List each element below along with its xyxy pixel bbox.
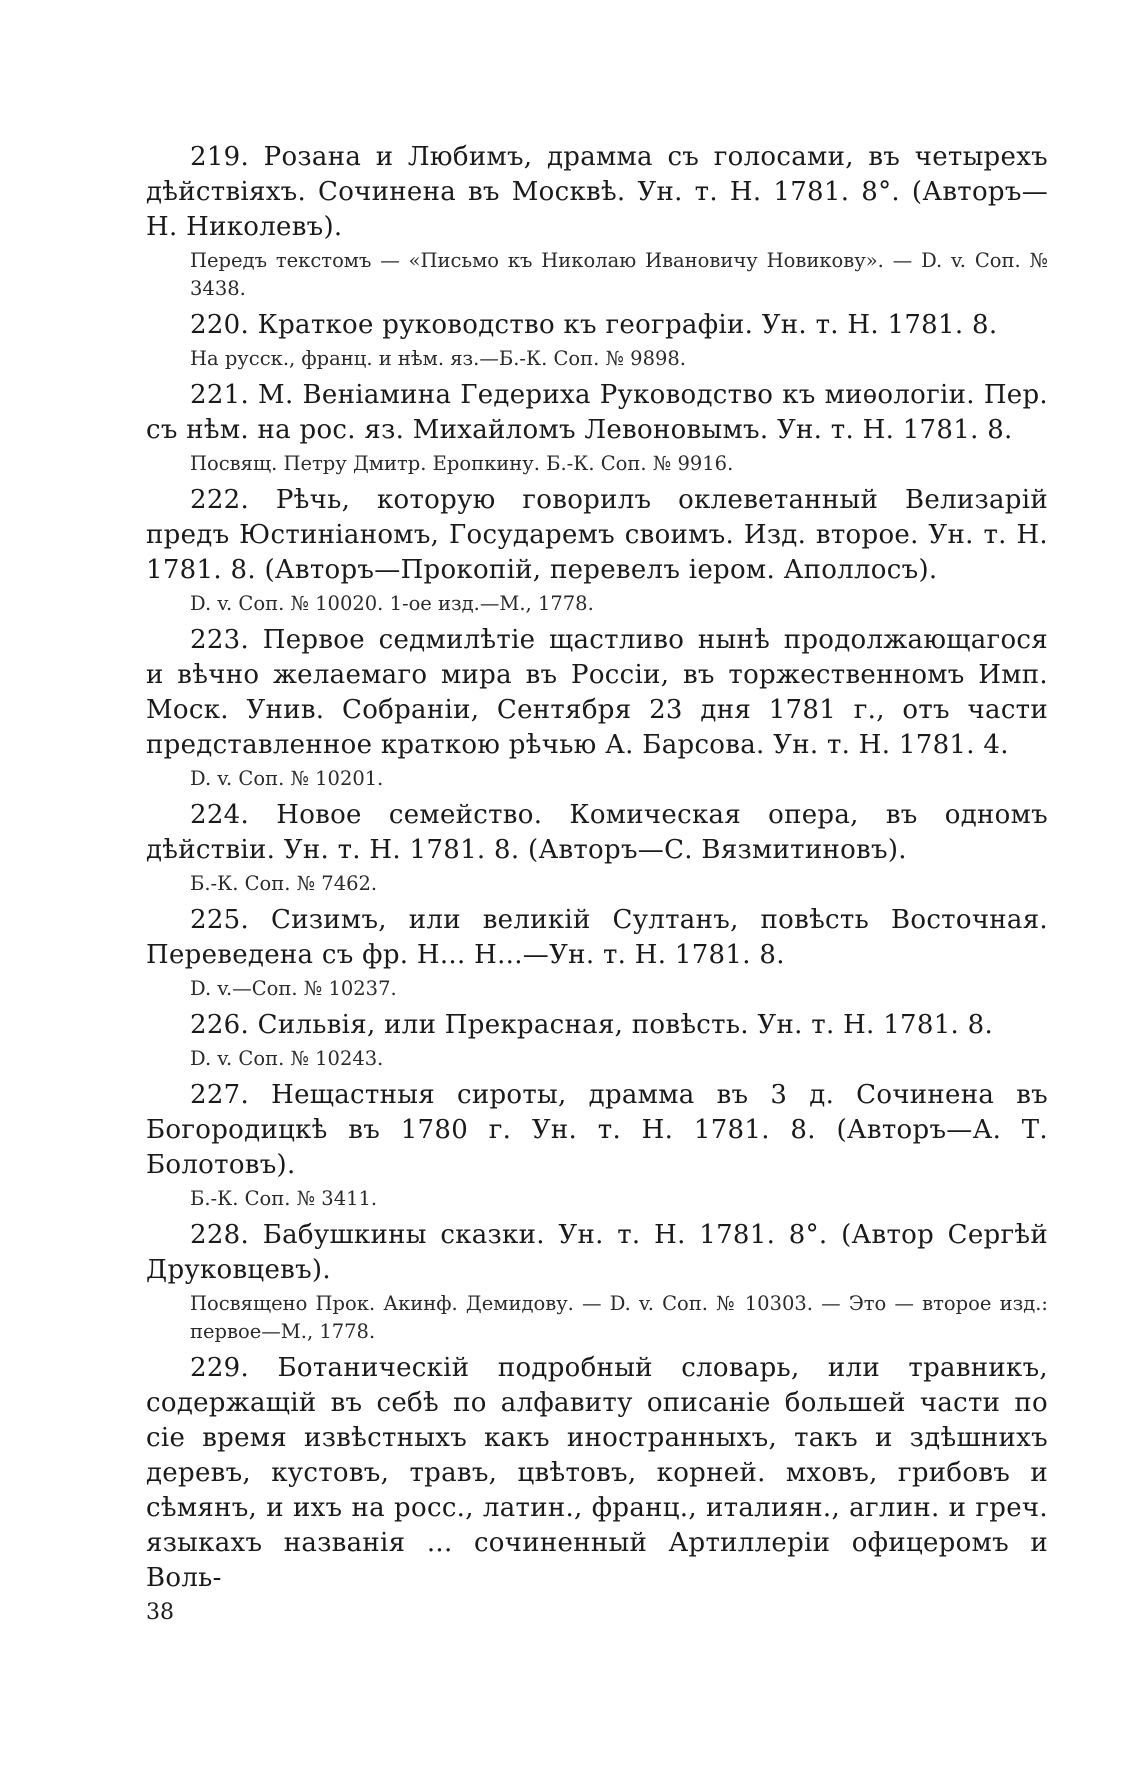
entry-222-note: D. v. Соп. № 10020. 1-ое изд.—М., 1778. xyxy=(190,592,594,615)
entry-225: 225. Сизимъ, или великій Султанъ, повѣсть Восточная. Переведена съ фр. Н... Н...—Ун. т. Н. 1781. 8. xyxy=(146,905,1048,970)
entry-225-note: D. v.—Соп. № 10237. xyxy=(190,977,397,1000)
entry-228-note: Посвящено Прок. Акинф. Демидову. — D. v. Соп. № 10303. — Это — второе изд.: первое—М., 1778. xyxy=(190,1292,1048,1343)
entry-224-note: Б.-К. Соп. № 7462. xyxy=(190,872,378,895)
entry-227: 227. Нещастныя сироты, драмма въ 3 д. Сочинена въ Богородицкѣ въ 1780 г. Ун. т. Н. 1781. 8. (Авторъ—А. Т. Болотовъ). xyxy=(146,1080,1048,1180)
entry-221: 221. М. Веніамина Гедериха Руководство къ миѳологіи. Пер. съ нѣм. на рос. яз. Михайломъ Левоновымъ. Ун. т. Н. 1781. 8. xyxy=(146,380,1048,445)
text-column xyxy=(146,140,1048,1596)
entry-221-note: Посвящ. Петру Дмитр. Еропкину. Б.-К. Соп. № 9916. xyxy=(190,452,734,475)
entry-219: 219. Розана и Любимъ, драмма съ голосами, въ четырехъ дѣйствіяхъ. Сочинена въ Москвѣ. Ун. т. Н. 1781. 8°. (Авторъ—Н. Николевъ). xyxy=(146,142,1048,242)
entry-223: 223. Первое седмилѣтіе щастливо нынѣ продолжающагося и вѣчно желаемаго мира въ Россіи, въ торжественномъ Имп. Моск. Унив. Собраніи, Сентября 23 дня 1781 г., отъ части представленное краткою рѣчью А. Барсова. Ун. т. Н. 1781. 4. xyxy=(146,625,1048,760)
entry-226: 226. Сильвія, или Прекрасная, повѣсть. Ун. т. Н. 1781. 8. xyxy=(190,1010,994,1040)
entry-226-note: D. v. Соп. № 10243. xyxy=(190,1047,384,1070)
entry-224: 224. Новое семейство. Комическая опера, въ одномъ дѣйствіи. Ун. т. Н. 1781. 8. (Авторъ—С. Вязмитиновъ). xyxy=(146,800,1048,865)
page-number: 38 xyxy=(146,1600,174,1625)
entry-220-note: На русск., франц. и нѣм. яз.—Б.-К. Соп. № 9898. xyxy=(190,347,687,370)
entry-220: 220. Краткое руководство къ географіи. Ун. т. Н. 1781. 8. xyxy=(190,310,998,340)
entry-227-note: Б.-К. Соп. № 3411. xyxy=(190,1187,378,1210)
entry-229: 229. Ботаническій подробный словарь, или травникъ, содержащій въ себѣ по алфавиту описаніе большей части по сіе время извѣстныхъ какъ иностранныхъ, такъ и здѣшнихъ деревъ, кустовъ, травъ, цвѣтовъ, корней. мховъ, грибовъ и сѣмянъ, и ихъ на росс., латин., франц., италиян., аглин. и греч. языкахъ названія ... сочиненный Артиллеріи офицеромъ и Воль- xyxy=(146,1353,1048,1593)
entry-228: 228. Бабушкины сказки. Ун. т. Н. 1781. 8°. (Автор Сергѣй Друковцевъ). xyxy=(146,1220,1048,1285)
entry-223-note: D. v. Соп. № 10201. xyxy=(190,767,384,790)
entry-222: 222. Рѣчь, которую говорилъ оклеветанный Велизарій предъ Юстиніаномъ, Государемъ своимъ. Изд. второе. Ун. т. Н. 1781. 8. (Авторъ—Прокопій, перевелъ іером. Аполлосъ). xyxy=(146,485,1048,585)
entry-219-note: Передъ текстомъ — «Письмо къ Николаю Ивановичу Новикову». — D. v. Соп. № 3438. xyxy=(190,249,1048,300)
